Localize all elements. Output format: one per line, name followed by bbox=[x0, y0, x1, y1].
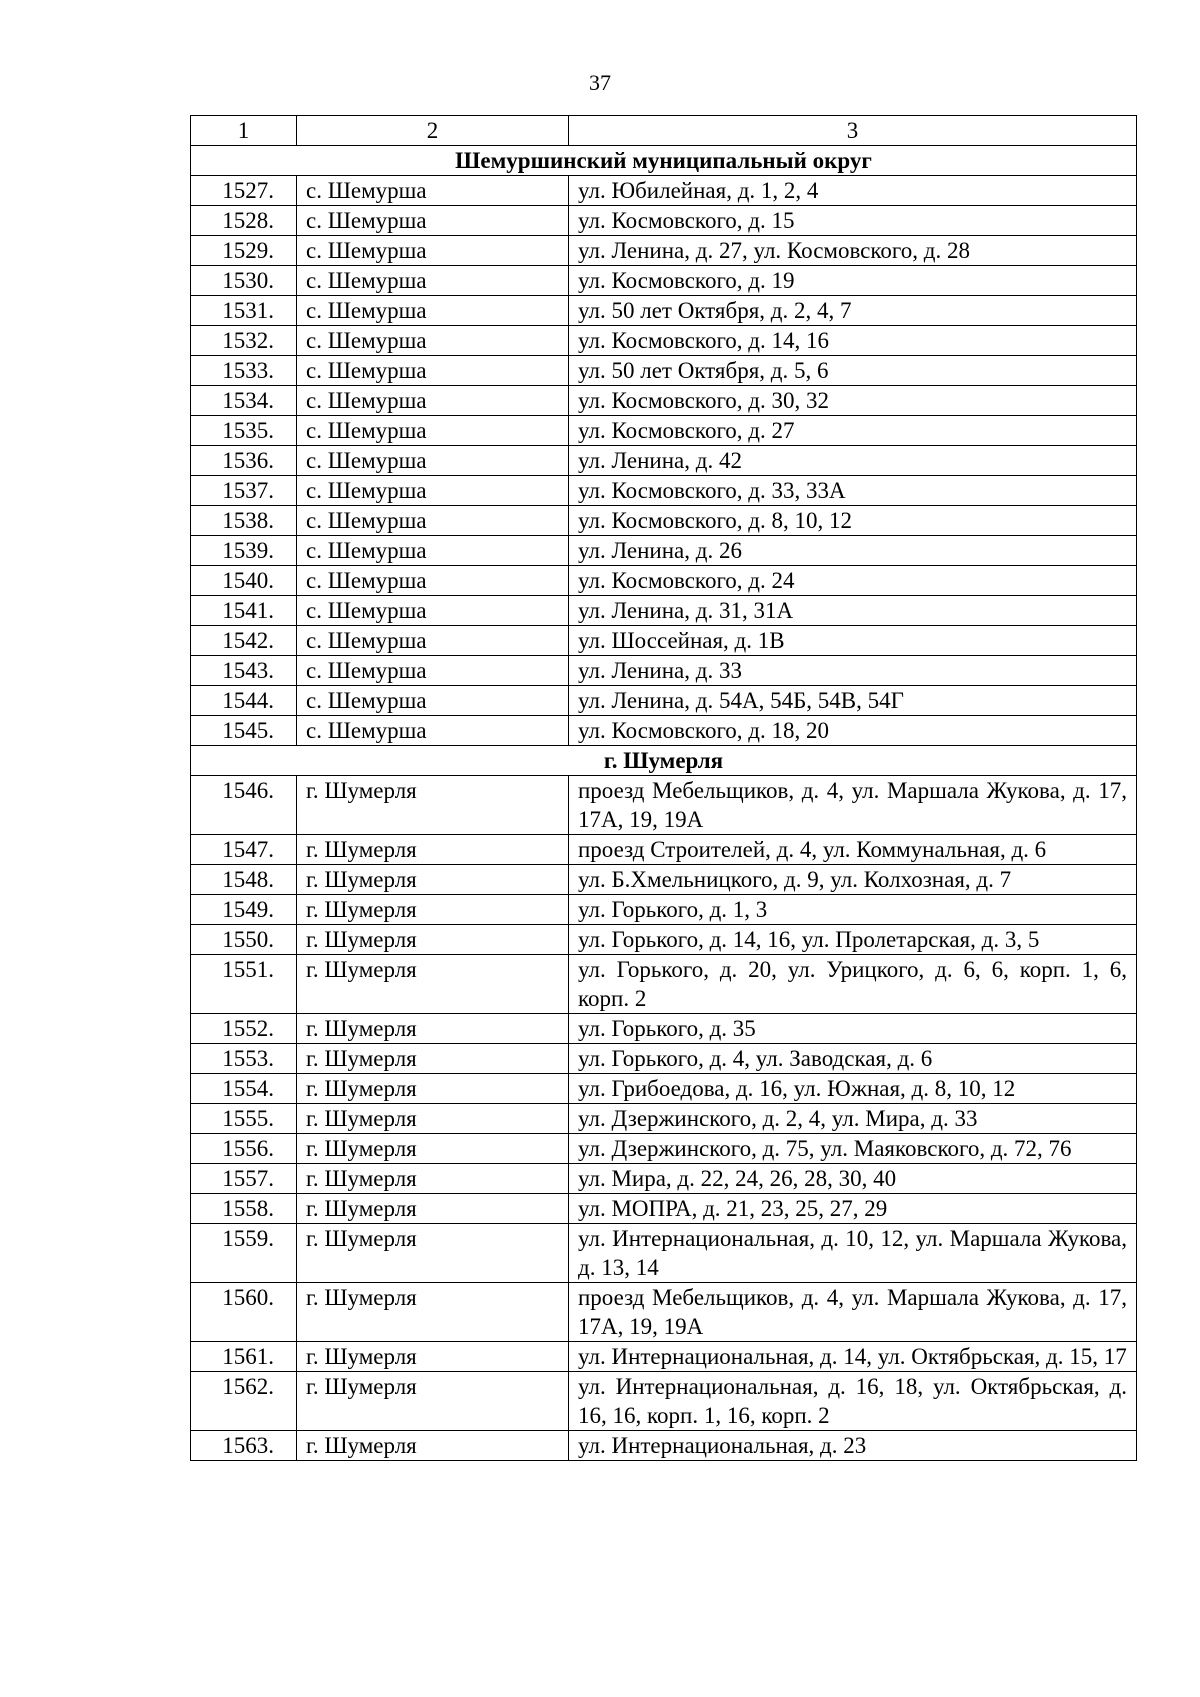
row-number: 1534. bbox=[191, 386, 297, 416]
table-row bbox=[191, 1104, 1137, 1134]
table-row bbox=[191, 1014, 1137, 1044]
row-address: ул. Интернациональная, д. 10, 12, ул. Маршала Жукова, д. 13, 14 bbox=[569, 1224, 1137, 1283]
row-number: 1558. bbox=[191, 1194, 297, 1224]
row-address: ул. Шоссейная, д. 1В bbox=[569, 626, 1137, 656]
table-row bbox=[191, 1372, 1137, 1431]
table-row bbox=[191, 955, 1137, 1014]
row-address: ул. Горького, д. 1, 3 bbox=[569, 895, 1137, 925]
header-cell-1: 1 bbox=[191, 116, 297, 146]
row-address: ул. Горького, д. 4, ул. Заводская, д. 6 bbox=[569, 1044, 1137, 1074]
table-row bbox=[191, 1283, 1137, 1342]
row-place: г. Шумерля bbox=[297, 1372, 569, 1431]
row-number: 1540. bbox=[191, 566, 297, 596]
row-address: ул. 50 лет Октября, д. 5, 6 bbox=[569, 356, 1137, 386]
row-place: с. Шемурша bbox=[297, 326, 569, 356]
table-row bbox=[191, 716, 1137, 746]
row-address: ул. Ленина, д. 27, ул. Космовского, д. 28 bbox=[569, 236, 1137, 266]
table-header-row bbox=[191, 116, 1137, 146]
table-row bbox=[191, 1194, 1137, 1224]
row-address: ул. Ленина, д. 26 bbox=[569, 536, 1137, 566]
row-address: ул. Интернациональная, д. 14, ул. Октябрьская, д. 15, 17 bbox=[569, 1342, 1137, 1372]
address-table-body bbox=[191, 116, 1137, 1461]
row-place: г. Шумерля bbox=[297, 895, 569, 925]
row-place: с. Шемурша bbox=[297, 566, 569, 596]
row-number: 1529. bbox=[191, 236, 297, 266]
row-place: с. Шемурша bbox=[297, 446, 569, 476]
row-place: г. Шумерля bbox=[297, 1431, 569, 1461]
row-place: с. Шемурша bbox=[297, 716, 569, 746]
row-place: с. Шемурша bbox=[297, 236, 569, 266]
row-number: 1547. bbox=[191, 835, 297, 865]
row-number: 1563. bbox=[191, 1431, 297, 1461]
table-row bbox=[191, 476, 1137, 506]
row-number: 1530. bbox=[191, 266, 297, 296]
row-address: ул. Горького, д. 20, ул. Урицкого, д. 6, 6, корп. 1, 6, корп. 2 bbox=[569, 955, 1137, 1014]
table-row bbox=[191, 536, 1137, 566]
row-number: 1539. bbox=[191, 536, 297, 566]
row-number: 1528. bbox=[191, 206, 297, 236]
row-number: 1527. bbox=[191, 176, 297, 206]
row-place: с. Шемурша bbox=[297, 596, 569, 626]
row-number: 1556. bbox=[191, 1134, 297, 1164]
row-place: г. Шумерля bbox=[297, 1283, 569, 1342]
row-address: проезд Мебельщиков, д. 4, ул. Маршала Жукова, д. 17, 17А, 19, 19А bbox=[569, 776, 1137, 835]
row-number: 1543. bbox=[191, 656, 297, 686]
row-number: 1553. bbox=[191, 1044, 297, 1074]
table-row bbox=[191, 596, 1137, 626]
row-address: ул. Космовского, д. 14, 16 bbox=[569, 326, 1137, 356]
row-number: 1560. bbox=[191, 1283, 297, 1342]
row-address: ул. Ленина, д. 42 bbox=[569, 446, 1137, 476]
table-row bbox=[191, 1134, 1137, 1164]
row-place: г. Шумерля bbox=[297, 955, 569, 1014]
section-title: г. Шумерля bbox=[191, 746, 1137, 776]
row-place: с. Шемурша bbox=[297, 686, 569, 716]
row-place: с. Шемурша bbox=[297, 656, 569, 686]
row-place: с. Шемурша bbox=[297, 356, 569, 386]
row-address: ул. Космовского, д. 8, 10, 12 bbox=[569, 506, 1137, 536]
table-row bbox=[191, 356, 1137, 386]
row-number: 1551. bbox=[191, 955, 297, 1014]
table-row bbox=[191, 1342, 1137, 1372]
row-place: с. Шемурша bbox=[297, 296, 569, 326]
table-row bbox=[191, 895, 1137, 925]
row-place: с. Шемурша bbox=[297, 176, 569, 206]
row-address: ул. Ленина, д. 31, 31А bbox=[569, 596, 1137, 626]
row-number: 1536. bbox=[191, 446, 297, 476]
row-address: ул. Интернациональная, д. 16, 18, ул. Октябрьская, д. 16, 16, корп. 1, 16, корп. 2 bbox=[569, 1372, 1137, 1431]
row-number: 1542. bbox=[191, 626, 297, 656]
row-place: г. Шумерля bbox=[297, 776, 569, 835]
row-number: 1538. bbox=[191, 506, 297, 536]
header-cell-3: 3 bbox=[569, 116, 1137, 146]
row-place: г. Шумерля bbox=[297, 1164, 569, 1194]
row-place: г. Шумерля bbox=[297, 1044, 569, 1074]
row-number: 1544. bbox=[191, 686, 297, 716]
table-row bbox=[191, 686, 1137, 716]
row-address: ул. Космовского, д. 18, 20 bbox=[569, 716, 1137, 746]
section-title: Шемуршинский муниципальный округ bbox=[191, 146, 1137, 176]
table-row bbox=[191, 925, 1137, 955]
row-number: 1555. bbox=[191, 1104, 297, 1134]
row-address: ул. Космовского, д. 15 bbox=[569, 206, 1137, 236]
row-address: ул. Мира, д. 22, 24, 26, 28, 30, 40 bbox=[569, 1164, 1137, 1194]
row-address: ул. Ленина, д. 33 bbox=[569, 656, 1137, 686]
row-place: с. Шемурша bbox=[297, 626, 569, 656]
row-address: ул. Юбилейная, д. 1, 2, 4 bbox=[569, 176, 1137, 206]
row-number: 1557. bbox=[191, 1164, 297, 1194]
table-row bbox=[191, 1164, 1137, 1194]
table-row bbox=[191, 626, 1137, 656]
table-row bbox=[191, 656, 1137, 686]
table-row bbox=[191, 326, 1137, 356]
table-row bbox=[191, 206, 1137, 236]
row-place: г. Шумерля bbox=[297, 925, 569, 955]
row-address: ул. МОПРА, д. 21, 23, 25, 27, 29 bbox=[569, 1194, 1137, 1224]
page-number: 37 bbox=[589, 70, 611, 95]
row-address: ул. 50 лет Октября, д. 2, 4, 7 bbox=[569, 296, 1137, 326]
table-row bbox=[191, 446, 1137, 476]
table-row bbox=[191, 1224, 1137, 1283]
row-number: 1541. bbox=[191, 596, 297, 626]
row-place: с. Шемурша bbox=[297, 536, 569, 566]
row-place: с. Шемурша bbox=[297, 476, 569, 506]
section-row bbox=[191, 746, 1137, 776]
table-row bbox=[191, 506, 1137, 536]
table-row bbox=[191, 835, 1137, 865]
row-place: г. Шумерля bbox=[297, 865, 569, 895]
row-place: г. Шумерля bbox=[297, 1342, 569, 1372]
row-place: г. Шумерля bbox=[297, 1074, 569, 1104]
row-address: ул. Космовского, д. 33, 33А bbox=[569, 476, 1137, 506]
row-address: ул. Космовского, д. 30, 32 bbox=[569, 386, 1137, 416]
row-number: 1532. bbox=[191, 326, 297, 356]
table-row bbox=[191, 1074, 1137, 1104]
row-place: г. Шумерля bbox=[297, 1014, 569, 1044]
row-address: ул. Дзержинского, д. 75, ул. Маяковского, д. 72, 76 bbox=[569, 1134, 1137, 1164]
table-row bbox=[191, 176, 1137, 206]
table-row bbox=[191, 865, 1137, 895]
row-place: г. Шумерля bbox=[297, 1104, 569, 1134]
table-row bbox=[191, 1431, 1137, 1461]
row-address: ул. Б.Хмельницкого, д. 9, ул. Колхозная, д. 7 bbox=[569, 865, 1137, 895]
row-number: 1531. bbox=[191, 296, 297, 326]
row-number: 1545. bbox=[191, 716, 297, 746]
header-cell-2: 2 bbox=[297, 116, 569, 146]
row-place: с. Шемурша bbox=[297, 506, 569, 536]
table-row bbox=[191, 236, 1137, 266]
table-row bbox=[191, 416, 1137, 446]
row-address: ул. Космовского, д. 27 bbox=[569, 416, 1137, 446]
row-number: 1554. bbox=[191, 1074, 297, 1104]
address-table bbox=[190, 115, 1137, 1461]
row-address: ул. Горького, д. 14, 16, ул. Пролетарская, д. 3, 5 bbox=[569, 925, 1137, 955]
row-place: с. Шемурша bbox=[297, 386, 569, 416]
row-address: ул. Космовского, д. 24 bbox=[569, 566, 1137, 596]
row-number: 1537. bbox=[191, 476, 297, 506]
row-number: 1550. bbox=[191, 925, 297, 955]
row-number: 1548. bbox=[191, 865, 297, 895]
table-row bbox=[191, 386, 1137, 416]
row-address: ул. Космовского, д. 19 bbox=[569, 266, 1137, 296]
row-number: 1559. bbox=[191, 1224, 297, 1283]
row-place: г. Шумерля bbox=[297, 835, 569, 865]
row-number: 1552. bbox=[191, 1014, 297, 1044]
row-place: г. Шумерля bbox=[297, 1224, 569, 1283]
row-address: проезд Мебельщиков, д. 4, ул. Маршала Жукова, д. 17, 17А, 19, 19А bbox=[569, 1283, 1137, 1342]
row-number: 1549. bbox=[191, 895, 297, 925]
row-place: г. Шумерля bbox=[297, 1194, 569, 1224]
row-address: ул. Дзержинского, д. 2, 4, ул. Мира, д. 33 bbox=[569, 1104, 1137, 1134]
row-number: 1562. bbox=[191, 1372, 297, 1431]
table-row bbox=[191, 566, 1137, 596]
row-number: 1535. bbox=[191, 416, 297, 446]
table-row bbox=[191, 296, 1137, 326]
row-place: с. Шемурша bbox=[297, 206, 569, 236]
row-address: ул. Грибоедова, д. 16, ул. Южная, д. 8, 10, 12 bbox=[569, 1074, 1137, 1104]
row-place: с. Шемурша bbox=[297, 416, 569, 446]
row-address: ул. Ленина, д. 54А, 54Б, 54В, 54Г bbox=[569, 686, 1137, 716]
row-address: проезд Строителей, д. 4, ул. Коммунальная, д. 6 bbox=[569, 835, 1137, 865]
row-number: 1533. bbox=[191, 356, 297, 386]
row-number: 1561. bbox=[191, 1342, 297, 1372]
row-address: ул. Интернациональная, д. 23 bbox=[569, 1431, 1137, 1461]
table-row bbox=[191, 776, 1137, 835]
table-row bbox=[191, 266, 1137, 296]
row-place: г. Шумерля bbox=[297, 1134, 569, 1164]
table-row bbox=[191, 1044, 1137, 1074]
row-number: 1546. bbox=[191, 776, 297, 835]
row-place: с. Шемурша bbox=[297, 266, 569, 296]
section-row bbox=[191, 146, 1137, 176]
row-address: ул. Горького, д. 35 bbox=[569, 1014, 1137, 1044]
